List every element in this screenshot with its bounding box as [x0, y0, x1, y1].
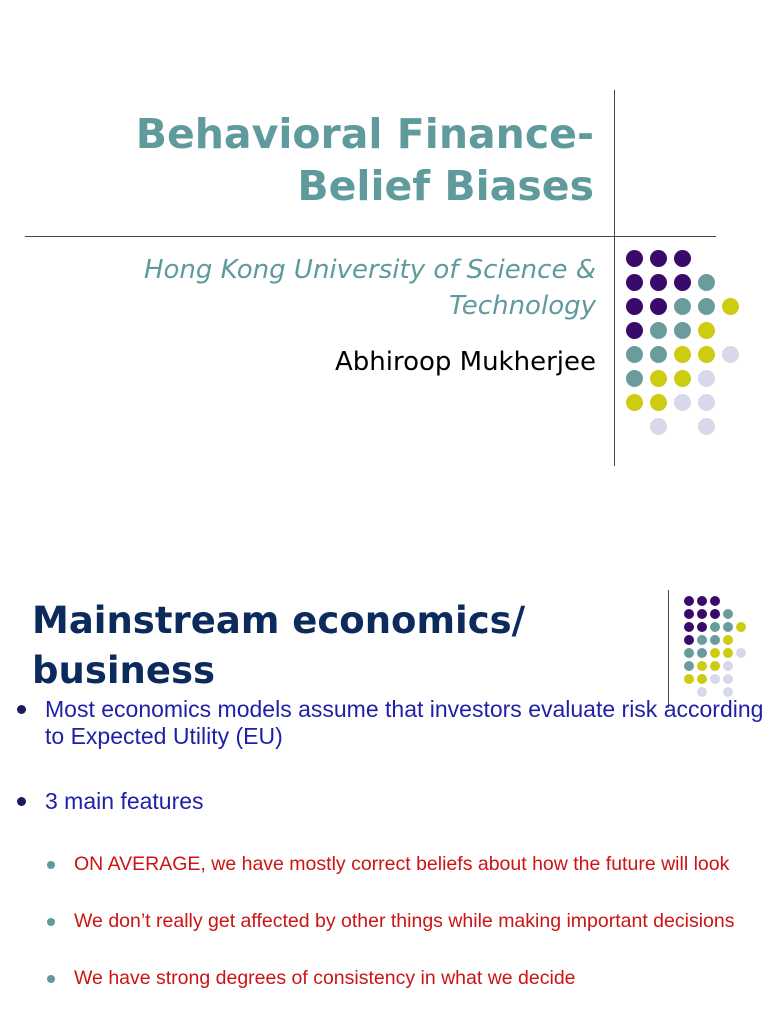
decorative-dot — [674, 298, 691, 315]
decorative-dot — [650, 322, 667, 339]
decorative-dot — [697, 674, 707, 684]
decorative-dot — [697, 635, 707, 645]
sub-bullet-dot-icon — [47, 975, 55, 983]
decorative-dot — [698, 418, 715, 435]
horizontal-divider — [25, 236, 716, 237]
decorative-dot — [650, 250, 667, 267]
sub-bullet-dot-icon — [47, 918, 55, 926]
decorative-dot — [650, 274, 667, 291]
decorative-dot — [684, 661, 694, 671]
bullet-item — [0, 696, 768, 750]
vertical-divider — [614, 90, 615, 466]
slide-heading-line: business — [32, 649, 216, 692]
slide-title-line: Belief Biases — [297, 162, 594, 210]
decorative-dot — [684, 674, 694, 684]
sub-bullet-text: We have strong degrees of consistency in what we decide — [74, 967, 576, 989]
decorative-dot — [723, 609, 733, 619]
sub-bullet-item — [0, 967, 768, 990]
decorative-dot — [698, 394, 715, 411]
decorative-dot — [723, 674, 733, 684]
decorative-dot — [650, 394, 667, 411]
decorative-dot — [697, 648, 707, 658]
decorative-dot — [626, 346, 643, 363]
sub-bullet-dot-icon — [47, 861, 55, 869]
decorative-dot — [650, 346, 667, 363]
bullet-item — [0, 788, 768, 815]
decorative-dot — [650, 370, 667, 387]
decorative-dot-grid — [626, 250, 750, 440]
decorative-dot — [674, 274, 691, 291]
decorative-dot — [674, 394, 691, 411]
decorative-dot — [710, 596, 720, 606]
decorative-dot — [626, 322, 643, 339]
slide-heading-line: Mainstream economics/ — [32, 599, 526, 642]
decorative-dot — [723, 622, 733, 632]
decorative-dot — [736, 648, 746, 658]
subtitle-line: Hong Kong University of Science & — [143, 255, 596, 285]
decorative-dot — [710, 674, 720, 684]
institution-subtitle — [56, 252, 596, 324]
decorative-dot — [684, 635, 694, 645]
sub-bullet-text: We don’t really get affected by other things while making important decisions — [74, 910, 735, 932]
bullet-text: Most economics models assume that investors evaluate risk according to Expected Utility (EU) — [45, 696, 764, 749]
decorative-dot — [674, 322, 691, 339]
decorative-dot — [722, 346, 739, 363]
decorative-dot — [698, 322, 715, 339]
decorative-dot — [684, 596, 694, 606]
decorative-dot — [698, 298, 715, 315]
author-name: Abhiroop Mukherjee — [334, 347, 596, 377]
decorative-dot — [650, 298, 667, 315]
subtitle-line: Technology — [449, 291, 596, 321]
bullet-list — [0, 696, 768, 1024]
decorative-dot — [674, 370, 691, 387]
vertical-divider — [668, 590, 669, 708]
decorative-dot — [723, 635, 733, 645]
decorative-dot — [710, 648, 720, 658]
decorative-dot — [626, 250, 643, 267]
decorative-dot — [710, 661, 720, 671]
decorative-dot — [698, 346, 715, 363]
bullet-text: 3 main features — [45, 788, 204, 814]
slide-heading — [32, 596, 652, 696]
decorative-dot — [710, 609, 720, 619]
slide-title — [34, 108, 594, 212]
decorative-dot — [723, 648, 733, 658]
decorative-dot-grid — [684, 596, 754, 706]
decorative-dot — [626, 298, 643, 315]
decorative-dot — [697, 622, 707, 632]
decorative-dot — [626, 370, 643, 387]
decorative-dot — [697, 609, 707, 619]
decorative-dot — [674, 346, 691, 363]
bullet-dot-icon — [17, 705, 26, 714]
sub-bullet-item — [0, 910, 768, 933]
content-slide — [0, 512, 768, 1024]
bullet-dot-icon — [17, 797, 26, 806]
decorative-dot — [684, 609, 694, 619]
decorative-dot — [722, 298, 739, 315]
decorative-dot — [650, 418, 667, 435]
sub-bullet-item — [0, 853, 768, 876]
decorative-dot — [697, 661, 707, 671]
slide-title-line: Behavioral Finance- — [135, 110, 594, 158]
decorative-dot — [697, 596, 707, 606]
decorative-dot — [710, 635, 720, 645]
decorative-dot — [710, 622, 720, 632]
decorative-dot — [674, 250, 691, 267]
decorative-dot — [684, 648, 694, 658]
decorative-dot — [698, 370, 715, 387]
decorative-dot — [626, 274, 643, 291]
decorative-dot — [684, 622, 694, 632]
decorative-dot — [723, 661, 733, 671]
decorative-dot — [736, 622, 746, 632]
sub-bullet-text: ON AVERAGE, we have mostly correct beliefs about how the future will look — [74, 853, 730, 875]
decorative-dot — [698, 274, 715, 291]
decorative-dot — [626, 394, 643, 411]
